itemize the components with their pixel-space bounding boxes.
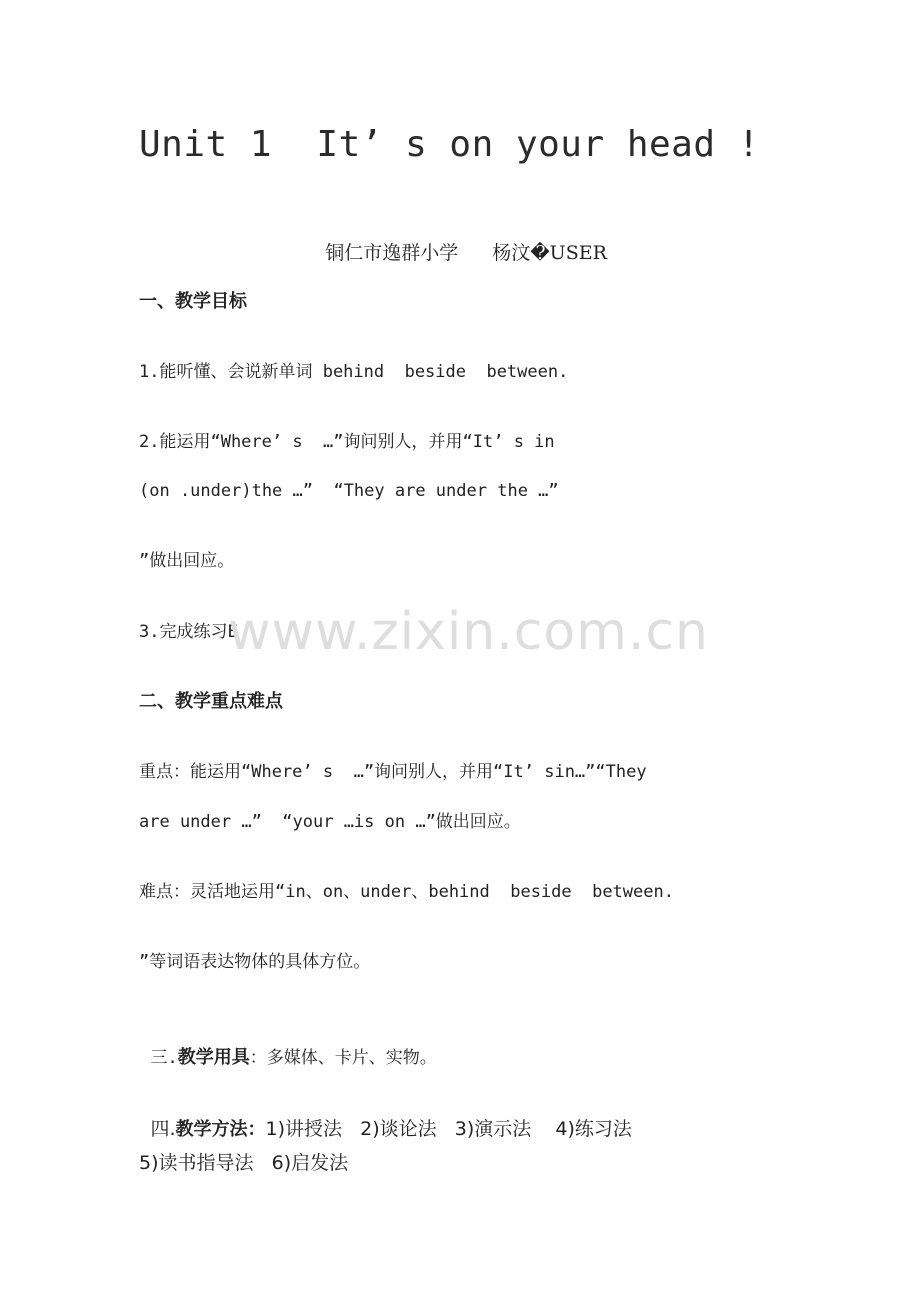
teaching-methods-line-2: 5)读书指导法 6)启发法 [139, 1152, 349, 1174]
author-school: 铜仁市逸群小学 [325, 242, 459, 264]
teaching-methods-line-1 [139, 1090, 632, 1143]
section-4-colon: ： [247, 1119, 266, 1140]
section-heading-key-points: 二、教学重点难点 [139, 691, 283, 712]
teaching-tools-content: 多媒体、卡片、实物。 [266, 1048, 437, 1068]
objective-item-2-line-3: ”做出回应。 [139, 551, 235, 571]
section-3-prefix: 三. [150, 1048, 178, 1068]
section-heading-methods: 教学方法 [175, 1119, 248, 1140]
author-line [0, 216, 920, 265]
author-name: 杨汶�USER [492, 242, 607, 264]
objective-item-1: 1.能听懂、会说新单词 behind beside between. [139, 362, 569, 382]
teaching-tools-line [139, 1019, 437, 1071]
key-point-line-1: 重点：能运用“Where’ s …”询问别人，并用“It’ sin…”“They [139, 762, 647, 782]
section-heading-tools: 教学用具 [177, 1047, 250, 1068]
section-heading-objectives: 一、教学目标 [139, 291, 247, 312]
watermark: www.zixin.com.cn [228, 602, 709, 662]
document-title: Unit 1 It’ s on your head ! [139, 124, 760, 165]
difficulty-line-2: ”等词语表达物体的具体方位。 [139, 952, 371, 972]
teaching-methods-first-row: 1)讲授法 2)谈论法 3)演示法 4)练习法 [265, 1118, 632, 1140]
difficulty-line-1: 难点：灵活地运用“in、on、under、behind beside between. [139, 882, 674, 902]
key-point-line-2: are under …” “your …is on …”做出回应。 [139, 812, 521, 832]
objective-item-3: 3.完成练习E [139, 622, 238, 642]
section-3-colon: ： [249, 1048, 267, 1068]
section-4-prefix: 四. [150, 1118, 176, 1140]
objective-item-2-line-1: 2.能运用“Where’ s …”询问别人，并用“It’ s in [139, 432, 555, 452]
objective-item-2-line-2: (on .under)the …” “They are under the …” [139, 481, 559, 501]
